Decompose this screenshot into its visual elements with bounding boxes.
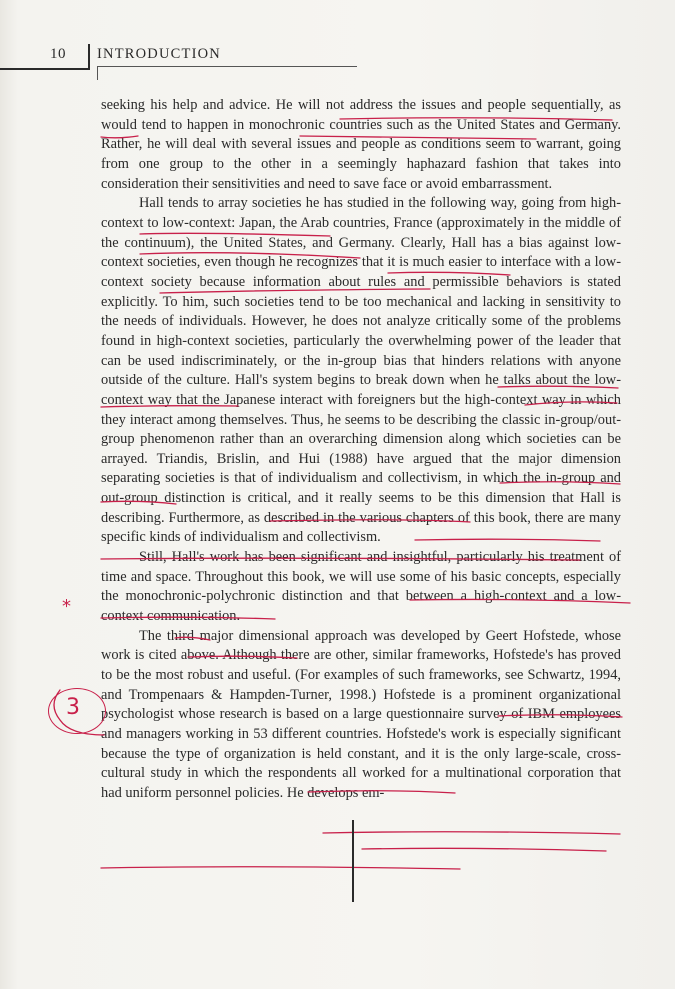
paragraph-3: Still, Hall's work has been significant and insightful, particularly his treatment of time and space. Throughout this book, we will use some of his basic concepts, especially the monochronic-polychronic distinction and that between a high-context and a low-context communication. [101,549,621,625]
header-title-rule [97,66,357,67]
running-header [0,44,675,70]
margin-star-annotation: * [62,596,71,617]
paragraph-2: Hall tends to array societies he has studied in the following way, going from high-context to low-context: Japan, the Arab countries, France (approximately in the middle of the continuum), the United States, and Germany. Clearly, Hall has a bias against low-context societies, even though he recognizes that it is much easier to interface with a low-context society because information about rules and permissible behaviors is stated explicitly. To him, such societies tend to be too mechanical and lacking in sensitivity to the needs of individuals. However, he does not analyze critically some of the problems found in high-context societies, particularly the overwhelming power of the leader that can be used indiscriminately, or the in-group bias that hinders relations with anyone outside of the culture. Hall's system begins to break down when he talks about the low-context way that the Japanese interact with foreigners but the high-context way in which they interact among themselves. Thus, he seems to be describing the classic in-group/out-group phenomenon rather than an overarching dimension along which societies can be arrayed. Triandis, Brislin, and Hui (1988) have argued that the major dimension separating societies is that of individualism and collectivism, in which the in-group and out-group distinction is critical, and it really seems to be this dimension that Hall is describing. Furthermore, as described in the various chapters of this book, there are many specific kinds of individualism and collectivism. [101,195,621,546]
margin-bracket-mark [352,820,354,902]
header-vertical-rule [88,44,90,70]
header-tick-mark [97,66,98,80]
paragraph-1: seeking his help and advice. He will not address the issues and people sequentially, as would tend to happen in monochronic countries such as the United States and Germany. Rather, he will deal with several issues and people as conditions seem to warrant, going from one group to the other in a seemingly haphazard fashion that takes into consideration their sensitivities and need to save face or avoid embarrassment. [101,97,621,192]
body-text [101,96,621,804]
page-number: 10 [50,46,66,62]
margin-number-annotation: 3 [66,695,80,720]
paragraph-4: The third major dimensional approach was developed by Geert Hofstede, whose work is cited above. Although there are other, similar frameworks, Hofstede's has proved to be the most robust and useful. (For examples of such frameworks, see Schwartz, 1994, and Trompenaars & Hampden-Turner, 1998.) Hofstede is a prominent organizational psychologist whose research is based on a large questionnaire survey of IBM employees and managers working in 53 different countries. Hofstede's work is especially significant because the type of organization is held constant, and it is the only large-scale, cross-cultural study in which the respondents all worked for a multinational corporation that had uniform personnel policies. He develops em- [101,627,621,801]
chapter-title: INTRODUCTION [97,46,221,62]
header-underline-rule [0,68,89,70]
